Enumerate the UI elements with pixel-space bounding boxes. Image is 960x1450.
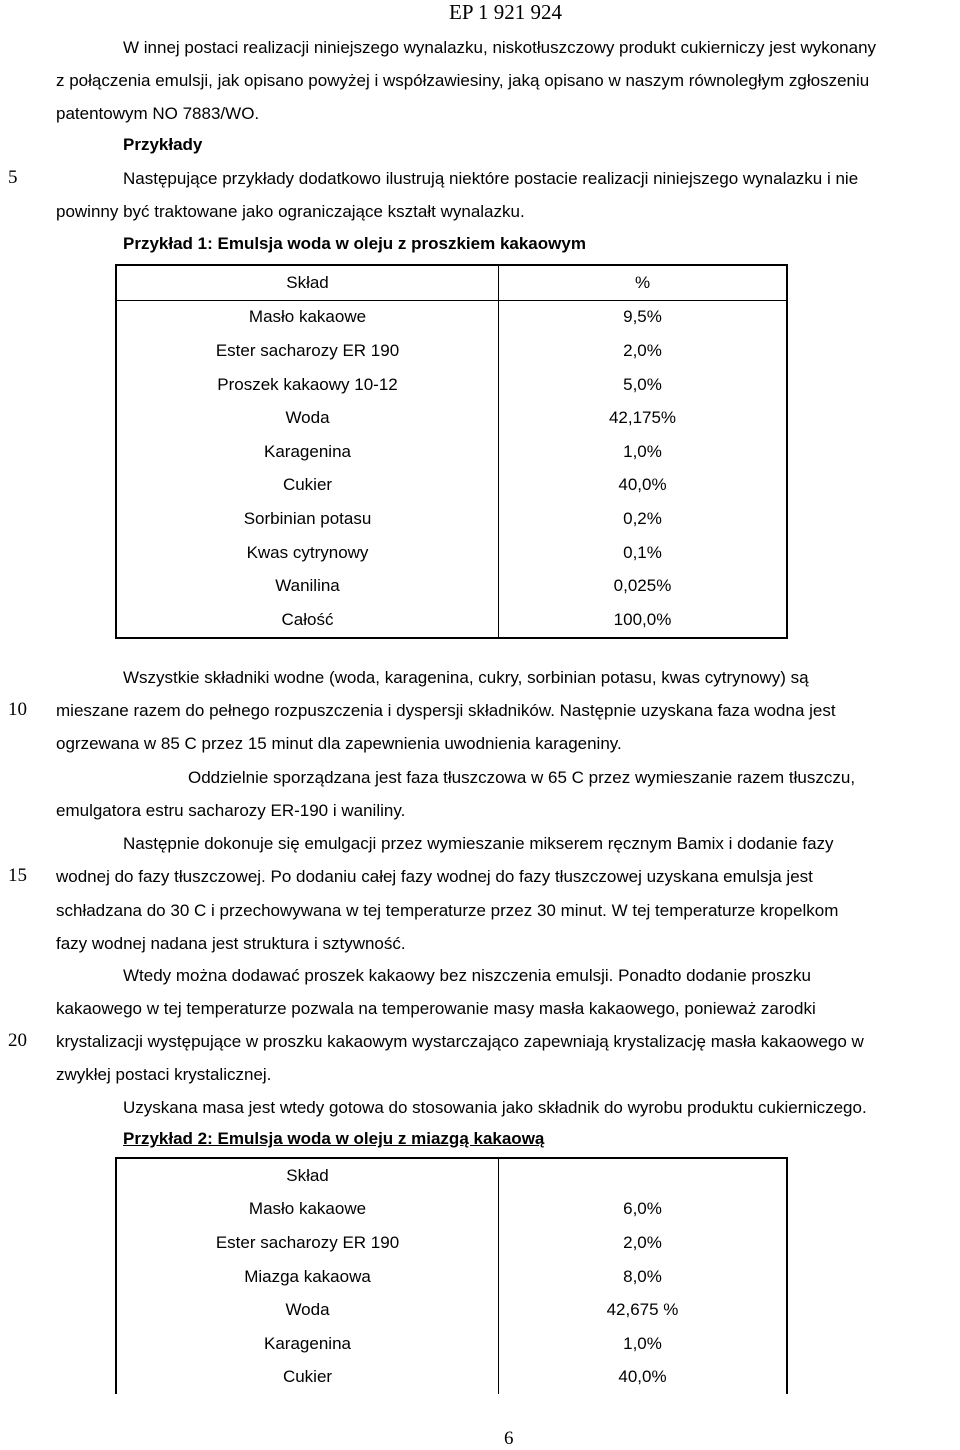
paragraph-line: mieszane razem do pełnego rozpuszczenia i dyspersji składników. Następnie uzyskana faza wodna jest bbox=[56, 701, 836, 720]
table-cell: Woda bbox=[116, 401, 499, 435]
table-cell: Miazga kakaowa bbox=[116, 1260, 499, 1294]
table-row bbox=[116, 469, 787, 503]
paragraph-line: W innej postaci realizacji niniejszego wynalazku, niskotłuszczowy produkt cukierniczy jest wykonany bbox=[123, 38, 877, 57]
table-cell: 42,175% bbox=[608, 408, 677, 428]
line-number: 10 bbox=[8, 699, 27, 720]
table-row bbox=[116, 1193, 787, 1227]
table-row bbox=[116, 536, 787, 570]
table-row bbox=[116, 569, 787, 603]
paragraph-line: fazy wodnej nadana jest struktura i sztywność. bbox=[56, 934, 406, 953]
table-row bbox=[116, 1327, 787, 1361]
table-row bbox=[116, 435, 787, 469]
table-cell: 1,0% bbox=[623, 441, 662, 461]
table-row bbox=[116, 603, 787, 638]
table-cell: Całość bbox=[116, 603, 499, 638]
line-number: 5 bbox=[8, 167, 18, 188]
composition-table-1 bbox=[115, 264, 788, 639]
paragraph-line: Wtedy można dodawać proszek kakaowy bez niszczenia emulsji. Ponadto dodanie proszku bbox=[123, 966, 811, 985]
document-number: EP 1 921 924 bbox=[449, 0, 562, 24]
table-cell: 6,0% bbox=[623, 1199, 662, 1219]
table-cell: 100,0% bbox=[613, 609, 672, 629]
table-row bbox=[116, 1226, 787, 1260]
paragraph-line: wodnej do fazy tłuszczowej. Po dodaniu całej fazy wodnej do fazy tłuszczowej uzyskana emulsja jest bbox=[56, 867, 813, 886]
table-cell: 5,0% bbox=[623, 374, 662, 394]
example-heading: Przykład 1: Emulsja woda w oleju z proszkiem kakaowym bbox=[123, 234, 586, 253]
table-row bbox=[116, 334, 787, 368]
table-row bbox=[116, 502, 787, 536]
table-cell: 40,0% bbox=[618, 475, 667, 495]
paragraph-line: Wszystkie składniki wodne (woda, karagenina, cukry, sorbinian potasu, kwas cytrynowy) są bbox=[123, 668, 809, 687]
table-cell: 0,025% bbox=[613, 576, 672, 596]
table-cell: Sorbinian potasu bbox=[116, 502, 499, 536]
table-cell: 0,2% bbox=[623, 508, 662, 528]
paragraph-line: kakaowego w tej temperaturze pozwala na temperowanie masy masła kakaowego, ponieważ zarodki bbox=[56, 999, 816, 1018]
table-row bbox=[116, 300, 787, 334]
paragraph-line: schładzana do 30 C i przechowywana w tej temperaturze przez 30 minut. W tej temperaturze kropelkom bbox=[56, 901, 839, 920]
line-number: 15 bbox=[8, 865, 27, 886]
paragraph-line: Oddzielnie sporządzana jest faza tłuszczowa w 65 C przez wymieszanie razem tłuszczu, bbox=[188, 768, 856, 787]
table-cell: Wanilina bbox=[116, 569, 499, 603]
table-cell: Kwas cytrynowy bbox=[116, 536, 499, 570]
paragraph-line: patentowym NO 7883/WO. bbox=[56, 104, 260, 123]
paragraph-line: powinny być traktowane jako ograniczające kształt wynalazku. bbox=[56, 202, 525, 221]
table-cell: Cukier bbox=[116, 1361, 499, 1395]
table-cell: Karagenina bbox=[116, 1327, 499, 1361]
table-cell: 40,0% bbox=[618, 1367, 667, 1387]
page-number: 6 bbox=[504, 1428, 514, 1449]
table-row bbox=[116, 1260, 787, 1294]
composition-table-2 bbox=[115, 1157, 788, 1394]
table-row bbox=[116, 1361, 787, 1395]
table-row bbox=[116, 401, 787, 435]
table-cell: Karagenina bbox=[116, 435, 499, 469]
paragraph-line: krystalizacji występujące w proszku kakaowym wystarczająco zapewniają krystalizację masła kakaowego w bbox=[56, 1032, 864, 1051]
section-heading: Przykłady bbox=[123, 135, 203, 154]
table-cell: 0,1% bbox=[623, 542, 662, 562]
paragraph-line: Następnie dokonuje się emulgacji przez wymieszanie mikserem ręcznym Bamix i dodanie fazy bbox=[123, 834, 834, 853]
example-heading: Przykład 2: Emulsja woda w oleju z miazgą kakaową bbox=[123, 1129, 545, 1148]
table-cell: Cukier bbox=[116, 469, 499, 503]
table-cell: % bbox=[499, 265, 788, 300]
table-cell: 2,0% bbox=[623, 1232, 662, 1252]
table-cell: Ester sacharozy ER 190 bbox=[116, 1226, 499, 1260]
table-cell: Ester sacharozy ER 190 bbox=[116, 334, 499, 368]
table-cell bbox=[499, 1158, 788, 1193]
table-cell: 1,0% bbox=[623, 1333, 662, 1353]
table-row bbox=[116, 368, 787, 402]
table-cell: Skład bbox=[116, 265, 499, 300]
table-row bbox=[116, 1293, 787, 1327]
table-cell: Woda bbox=[116, 1293, 499, 1327]
paragraph-line: emulgatora estru sacharozy ER-190 i waniliny. bbox=[56, 801, 406, 820]
table-cell: Skład bbox=[116, 1158, 499, 1193]
paragraph-line: Następujące przykłady dodatkowo ilustrują niektóre postacie realizacji niniejszego wynalazku i nie bbox=[123, 169, 859, 188]
table-cell: 2,0% bbox=[623, 340, 662, 360]
table-cell: 8,0% bbox=[623, 1266, 662, 1286]
paragraph-line: z połączenia emulsji, jak opisano powyżej i współzawiesiny, jaką opisano w naszym równoległym zgłoszeniu bbox=[56, 71, 870, 90]
table-header-row bbox=[116, 265, 787, 300]
line-number: 20 bbox=[8, 1030, 27, 1051]
table-cell: 9,5% bbox=[623, 307, 662, 327]
paragraph-line: ogrzewana w 85 C przez 15 minut dla zapewnienia uwodnienia karageniny. bbox=[56, 734, 622, 753]
paragraph-line: Uzyskana masa jest wtedy gotowa do stosowania jako składnik do wyrobu produktu cukierniczego. bbox=[123, 1098, 867, 1117]
table-cell: Masło kakaowe bbox=[116, 1193, 499, 1227]
table-cell: Proszek kakaowy 10-12 bbox=[116, 368, 499, 402]
table-cell: Masło kakaowe bbox=[116, 300, 499, 334]
paragraph-line: zwykłej postaci krystalicznej. bbox=[56, 1065, 272, 1084]
table-header-row bbox=[116, 1158, 787, 1193]
table-cell: 42,675 % bbox=[606, 1300, 679, 1320]
